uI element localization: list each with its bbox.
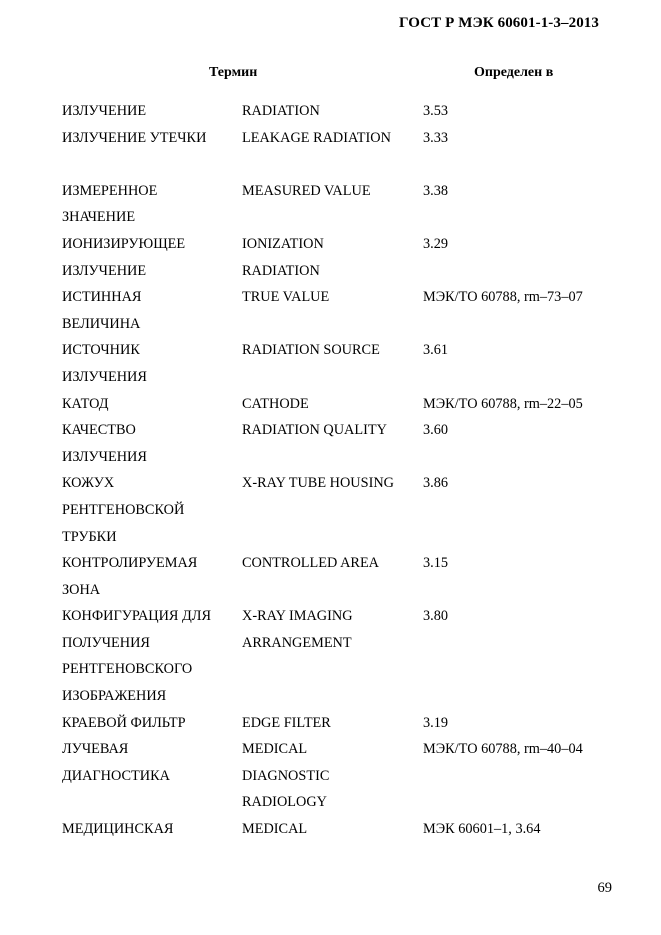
table-row bbox=[0, 821, 661, 848]
defined-in: 3.80 bbox=[423, 608, 449, 625]
term-ru: ИЗЛУЧЕНИЕ bbox=[62, 262, 147, 279]
term-ru: ЛУЧЕВАЯ bbox=[62, 741, 129, 758]
defined-in: 3.53 bbox=[423, 103, 449, 119]
term-en: RADIATION bbox=[242, 103, 320, 119]
term-ru: ИЗОБРАЖЕНИЯ bbox=[62, 688, 167, 705]
term-ru: ВЕЛИЧИНА bbox=[62, 315, 141, 332]
term-en: MEDICAL bbox=[242, 741, 308, 758]
defined-in: 3.86 bbox=[423, 475, 449, 492]
term-ru: ИЗЛУЧЕНИЕ УТЕЧКИ bbox=[62, 129, 207, 146]
defined-in: 3.60 bbox=[423, 422, 449, 439]
table-row bbox=[0, 661, 661, 688]
term-en: DIAGNOSTIC bbox=[242, 767, 330, 784]
term-en: X-RAY IMAGING bbox=[242, 608, 353, 625]
term-en: MEASURED VALUE bbox=[242, 182, 371, 199]
term-ru: ИЗЛУЧЕНИЯ bbox=[62, 368, 147, 385]
defined-in: 3.19 bbox=[423, 714, 449, 731]
table-row bbox=[0, 103, 661, 130]
defined-in: МЭК 60601–1, 3.64 bbox=[423, 821, 541, 838]
document-code: ГОСТ Р МЭК 60601-1-3–2013 bbox=[399, 15, 599, 31]
term-en: RADIATION bbox=[242, 262, 320, 279]
table-row bbox=[0, 209, 661, 236]
defined-in: 3.33 bbox=[423, 129, 449, 146]
table-row bbox=[0, 688, 661, 715]
term-ru: ИЗЛУЧЕНИЯ bbox=[62, 448, 147, 465]
table-row bbox=[0, 555, 661, 582]
table-row bbox=[0, 289, 661, 316]
table-row bbox=[0, 369, 661, 396]
term-ru: ИОНИЗИРУЮЩЕЕ bbox=[62, 235, 186, 252]
term-ru: ИЗМЕРЕННОЕ bbox=[62, 182, 158, 199]
term-ru: КОНТРОЛИРУЕМАЯ bbox=[62, 555, 198, 572]
term-ru: РЕНТГЕНОВСКОЙ bbox=[62, 501, 185, 518]
table-row bbox=[0, 475, 661, 502]
table-row bbox=[0, 183, 661, 210]
table-row bbox=[0, 156, 661, 183]
term-table bbox=[0, 103, 661, 848]
table-row bbox=[0, 608, 661, 635]
term-ru: РЕНТГЕНОВСКОГО bbox=[62, 661, 193, 678]
term-ru: ИЗЛУЧЕНИЕ bbox=[62, 103, 147, 119]
term-ru: ПОЛУЧЕНИЯ bbox=[62, 634, 150, 651]
term-ru: ЗОНА bbox=[62, 581, 101, 598]
defined-in: 3.38 bbox=[423, 182, 449, 199]
table-row bbox=[0, 794, 661, 821]
term-en: CONTROLLED AREA bbox=[242, 555, 380, 572]
term-ru: ТРУБКИ bbox=[62, 528, 117, 545]
table-row bbox=[0, 529, 661, 556]
term-en: IONIZATION bbox=[242, 235, 324, 252]
term-ru: МЕДИЦИНСКАЯ bbox=[62, 821, 174, 838]
term-ru: КАЧЕСТВО bbox=[62, 422, 136, 439]
term-ru: КОЖУХ bbox=[62, 475, 115, 492]
table-row bbox=[0, 768, 661, 795]
table-row bbox=[0, 342, 661, 369]
term-en: RADIATION SOURCE bbox=[242, 342, 380, 359]
term-en: ARRANGEMENT bbox=[242, 634, 352, 651]
term-ru: КОНФИГУРАЦИЯ ДЛЯ bbox=[62, 608, 212, 625]
term-en: RADIOLOGY bbox=[242, 794, 327, 811]
table-row bbox=[0, 263, 661, 290]
defined-in: МЭК/ТО 60788, rm–40–04 bbox=[423, 741, 583, 758]
table-row bbox=[0, 715, 661, 742]
defined-in: МЭК/ТО 60788, rm–73–07 bbox=[423, 289, 583, 306]
term-en: RADIATION QUALITY bbox=[242, 422, 387, 439]
column-header-defined-in: Определен в bbox=[474, 65, 554, 80]
page-number: 69 bbox=[597, 880, 612, 896]
table-row bbox=[0, 130, 661, 157]
term-ru: ЗНАЧЕНИЕ bbox=[62, 209, 136, 226]
defined-in: 3.61 bbox=[423, 342, 449, 359]
table-row bbox=[0, 396, 661, 423]
term-en: MEDICAL bbox=[242, 821, 308, 838]
table-row bbox=[0, 316, 661, 343]
table-row bbox=[0, 502, 661, 529]
term-ru: ИСТОЧНИК bbox=[62, 342, 140, 359]
term-ru: ИСТИННАЯ bbox=[62, 289, 142, 306]
table-row bbox=[0, 635, 661, 662]
term-en: CATHODE bbox=[242, 395, 309, 412]
term-ru: ДИАГНОСТИКА bbox=[62, 767, 170, 784]
defined-in: 3.15 bbox=[423, 555, 449, 572]
defined-in: 3.29 bbox=[423, 235, 449, 252]
term-en: EDGE FILTER bbox=[242, 714, 331, 731]
table-row bbox=[0, 422, 661, 449]
table-row bbox=[0, 582, 661, 609]
table-row bbox=[0, 236, 661, 263]
term-ru: КРАЕВОЙ ФИЛЬТР bbox=[62, 714, 186, 731]
defined-in: МЭК/ТО 60788, rm–22–05 bbox=[423, 395, 583, 412]
term-en: LEAKAGE RADIATION bbox=[242, 129, 391, 146]
term-ru: КАТОД bbox=[62, 395, 109, 412]
term-en: TRUE VALUE bbox=[242, 289, 330, 306]
column-header-term: Термин bbox=[209, 65, 258, 80]
table-row bbox=[0, 449, 661, 476]
term-en: X-RAY TUBE HOUSING bbox=[242, 475, 394, 492]
table-row bbox=[0, 741, 661, 768]
